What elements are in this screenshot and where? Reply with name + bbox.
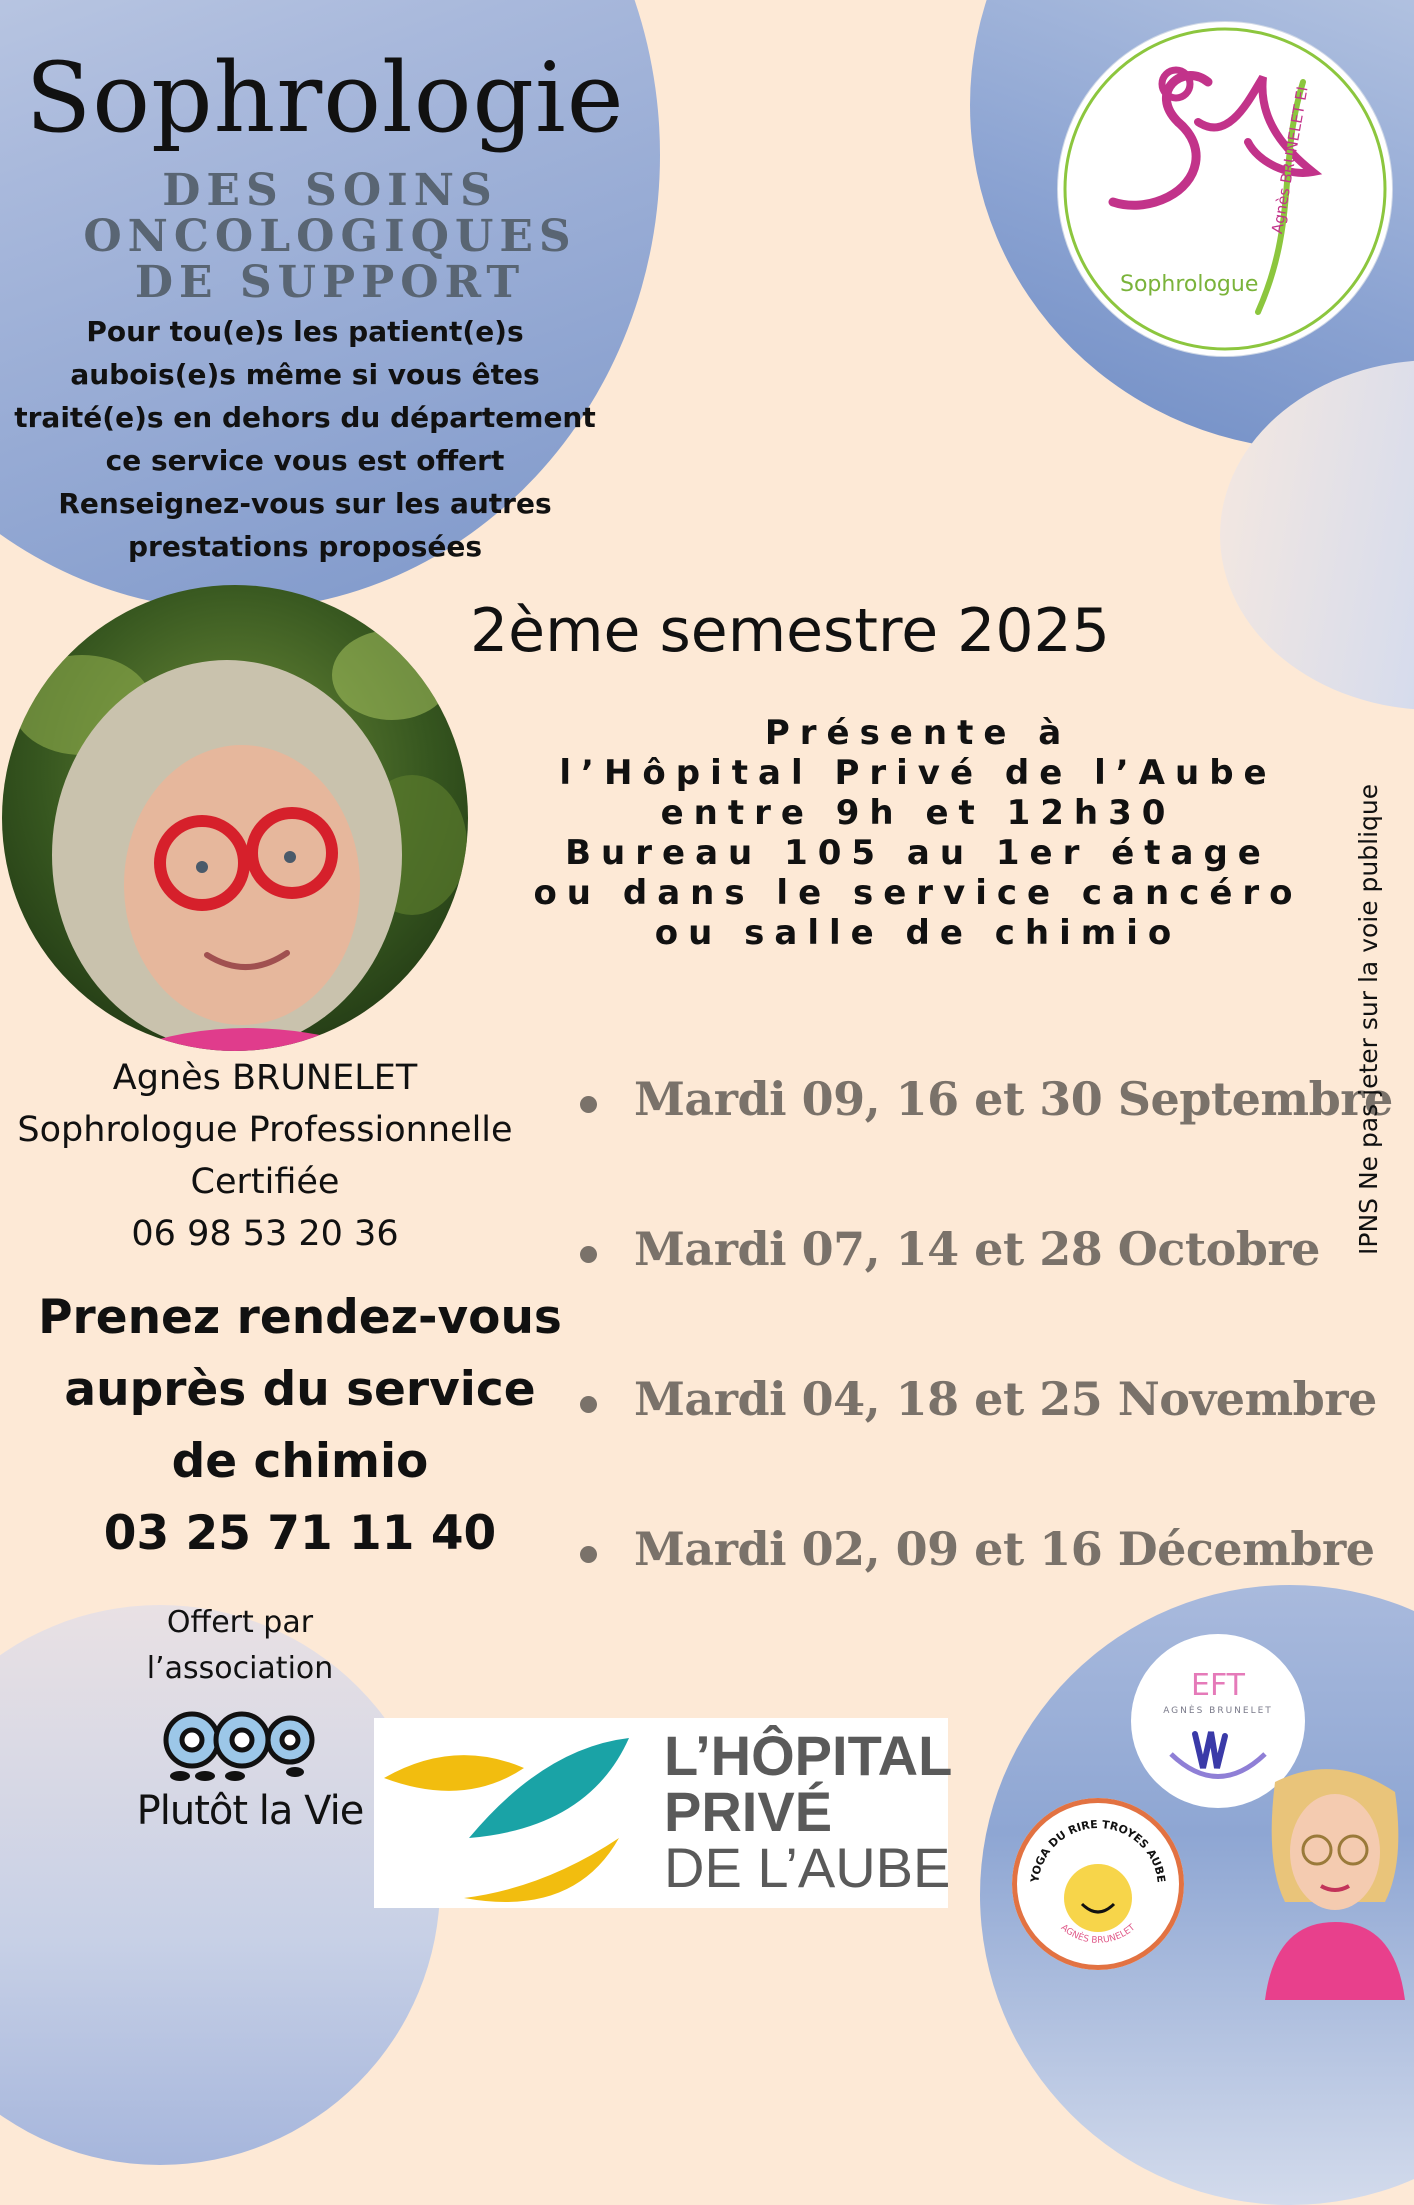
logo-name: Agnès BRUNELET EI — [1268, 85, 1312, 236]
offered-line: l’association — [146, 1651, 334, 1686]
bullet-icon — [580, 1546, 597, 1563]
place-info — [478, 713, 1358, 953]
hospital-leaf-yellow — [384, 1755, 524, 1791]
place-line: l’Hôpital Privé de l’Aube — [559, 753, 1277, 793]
bullet-icon — [580, 1396, 597, 1413]
intro-line: ce service vous est offert — [105, 444, 505, 477]
offered-line: Offert par — [166, 1605, 314, 1640]
eft-subtitle: AGNÈS BRUNELET — [1163, 1706, 1273, 1716]
bullet-icon — [580, 1096, 597, 1113]
practitioner-name: Agnès BRUNELET — [112, 1058, 418, 1098]
portrait-photo — [2, 585, 468, 1051]
date-text: Mardi 02, 09 et 16 Décembre — [634, 1522, 1375, 1576]
place-line: ou dans le service cancéro — [533, 873, 1303, 913]
appointment-line: de chimio — [171, 1434, 429, 1489]
place-line: Présente à — [764, 713, 1072, 753]
sophrologue-logo — [1058, 22, 1392, 356]
ipns-notice: IPNS Ne pas jeter sur la voie publique — [1354, 783, 1383, 1255]
list-item — [580, 1222, 1360, 1372]
place-line: Bureau 105 au 1er étage — [565, 833, 1271, 873]
association-name: Plutôt la Vie — [136, 1788, 364, 1834]
list-item — [580, 1072, 1393, 1222]
subtitle-line: ONCOLOGIQUES — [83, 211, 577, 262]
place-line: ou salle de chimio — [654, 913, 1182, 953]
bullet-icon — [580, 1246, 597, 1263]
date-text: Mardi 07, 14 et 28 Octobre — [634, 1222, 1320, 1276]
hospital-logo — [374, 1718, 953, 1908]
yoga-top-text: YOGA DU RIRE TROYES AUBE — [1028, 1817, 1168, 1884]
practitioner-phone: 06 98 53 20 36 — [131, 1214, 399, 1254]
hospital-line: PRIVÉ — [664, 1780, 833, 1843]
intro-line: traité(e)s en dehors du département — [14, 401, 596, 434]
appointment-line: auprès du service — [64, 1362, 536, 1417]
appointment-line: Prenez rendez-vous — [38, 1290, 562, 1345]
hand-icon — [1195, 1732, 1225, 1768]
logo-label: Sophrologue — [1120, 272, 1259, 297]
date-text: Mardi 04, 18 et 25 Novembre — [634, 1372, 1377, 1426]
hospital-line: L’HÔPITAL — [664, 1724, 953, 1787]
hospital-name — [664, 1724, 953, 1899]
place-line: entre 9h et 12h30 — [660, 793, 1176, 833]
cartoon-avatar — [1255, 1762, 1414, 2000]
offered-by — [120, 1600, 360, 1692]
subtitle-line: DE SUPPORT — [134, 257, 526, 308]
eft-title: EFT — [1190, 1668, 1245, 1703]
list-item — [580, 1372, 1377, 1522]
semester-heading: 2ème semestre 2025 — [470, 596, 1110, 666]
appointment-phone: 03 25 71 11 40 — [103, 1506, 497, 1561]
intro-text — [0, 310, 610, 568]
figure-stroke — [1113, 76, 1208, 206]
page-title: Sophrologie — [25, 42, 625, 154]
date-text: Mardi 09, 16 et 30 Septembre — [634, 1072, 1393, 1126]
intro-line: prestations proposées — [127, 530, 483, 563]
yoga-du-rire-badge — [1012, 1798, 1184, 1970]
yoga-bottom-text: AGNÈS BRUNELET — [1058, 1922, 1138, 1946]
dates-list — [580, 1072, 1393, 1672]
subtitle-line: DES SOINS — [162, 165, 498, 216]
hospital-leaf-yellow — [464, 1838, 619, 1902]
laughing-face-icon — [1064, 1864, 1132, 1932]
practitioner-cert: Certifiée — [190, 1162, 340, 1202]
hospital-leaf-teal — [469, 1738, 629, 1838]
intro-line: Renseignez-vous sur les autres — [58, 487, 552, 520]
practitioner-contact — [0, 1052, 530, 1260]
hospital-line: DE L’AUBE — [664, 1836, 951, 1899]
intro-line: Pour tou(e)s les patient(e)s — [86, 315, 524, 348]
appointment-info — [20, 1282, 580, 1570]
practitioner-title: Sophrologue Professionnelle — [17, 1110, 513, 1150]
page-subtitle — [40, 165, 620, 308]
intro-line: aubois(e)s même si vous êtes — [70, 358, 540, 391]
